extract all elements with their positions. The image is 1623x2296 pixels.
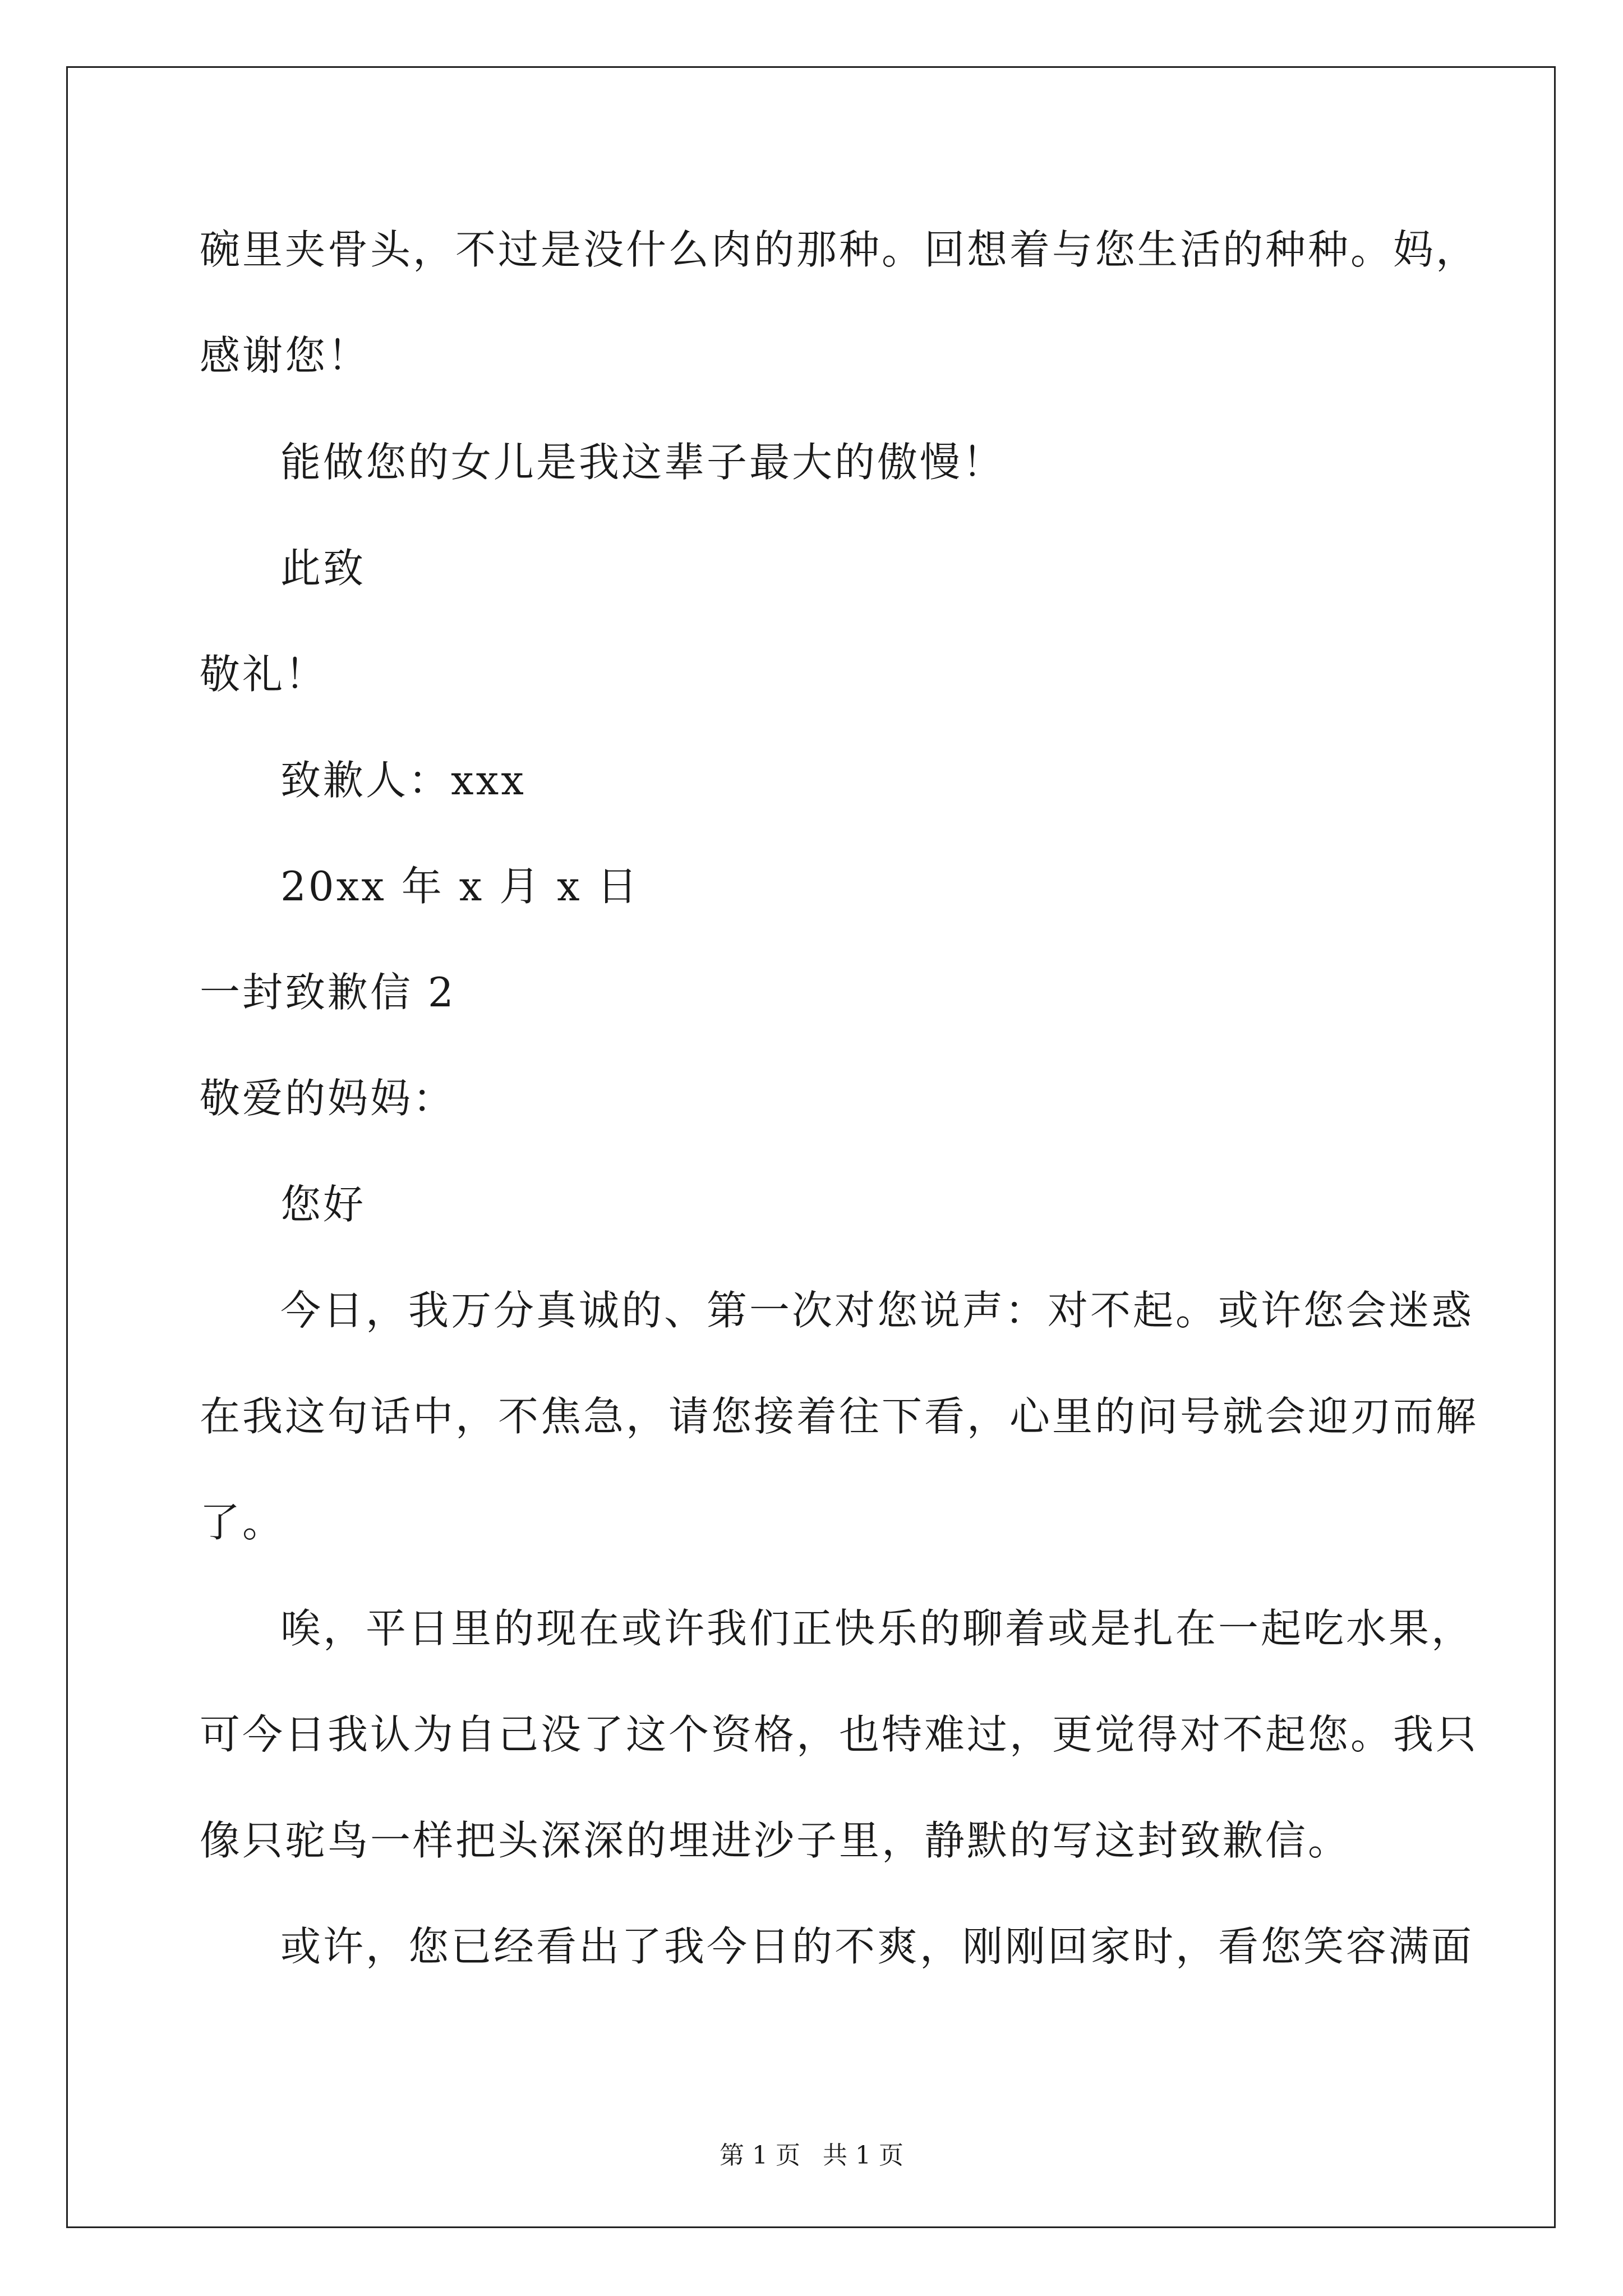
body-line: 今日，我万分真诚的、第一次对您说声：对不起。或许您会迷惑	[280, 1287, 1474, 1334]
salutation-closing: 敬礼！	[200, 651, 328, 698]
page-number-total: 共 1 页	[823, 2141, 903, 2170]
body-line: 唉，平日里的现在或许我们正快乐的聊着或是扎在一起吃水果，	[280, 1605, 1474, 1652]
body-line: 碗里夹骨头，不过是没什么肉的那种。回想着与您生活的种种。妈，	[200, 226, 1479, 273]
date-line: 20xx 年 x 月 x 日	[280, 863, 640, 910]
body-line: 您好	[280, 1181, 366, 1228]
body-line: 在我这句话中，不焦急，请您接着往下看，心里的问号就会迎刃而解	[200, 1393, 1479, 1440]
body-line: 像只驼鸟一样把头深深的埋进沙子里，静默的写这封致歉信。	[200, 1817, 1351, 1864]
letter-title: 一封致歉信 2	[200, 969, 456, 1016]
closing-phrase: 此致	[280, 545, 366, 592]
page-number-current: 第 1 页	[720, 2141, 800, 2170]
body-line: 了。	[200, 1499, 285, 1546]
page-footer	[0, 2140, 1623, 2171]
body-line: 能做您的女儿是我这辈子最大的傲慢！	[280, 439, 1006, 486]
greeting-line: 敬爱的妈妈：	[200, 1075, 456, 1122]
page-border	[66, 66, 1556, 2228]
body-line: 可今日我认为自己没了这个资格，也特难过，更觉得对不起您。我只	[200, 1711, 1479, 1758]
body-line: 或许，您已经看出了我今日的不爽，刚刚回家时，看您笑容满面	[280, 1923, 1474, 1970]
body-line: 感谢您！	[200, 332, 371, 379]
signature-line: 致歉人：xxx	[280, 757, 526, 804]
